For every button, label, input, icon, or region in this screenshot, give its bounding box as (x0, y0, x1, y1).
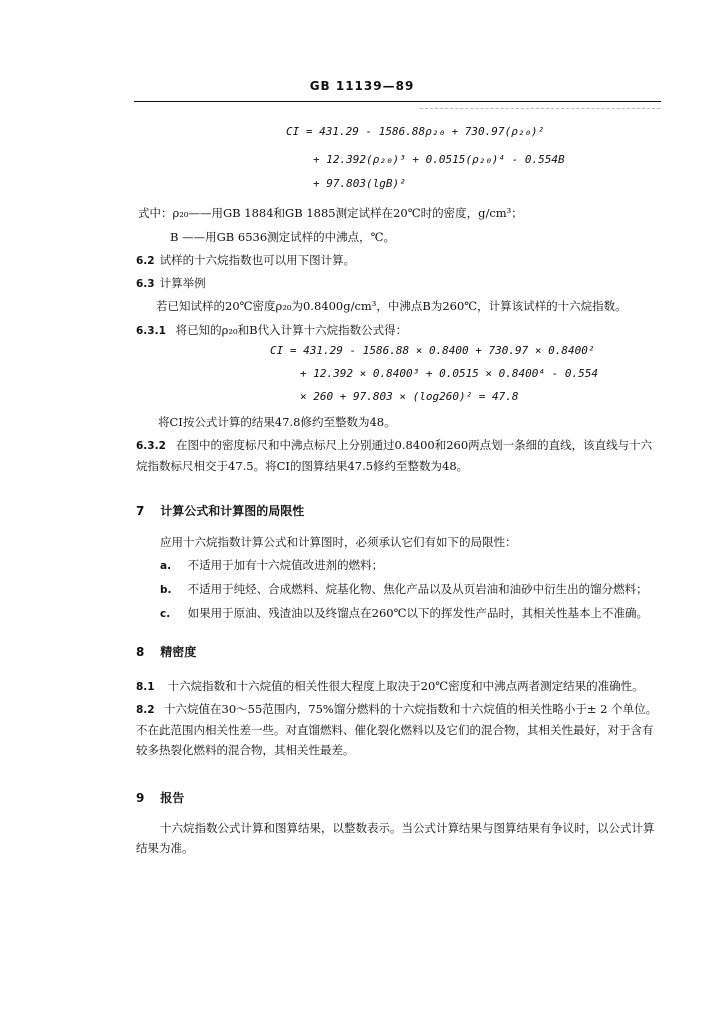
header-rule (134, 101, 661, 102)
item-text: 不适用于纯烃、合成燃料、烷基化物、焦化产品以及从页岩油和油砂中衍生出的馏分燃料； (187, 582, 648, 596)
section-8-1 (136, 678, 644, 695)
section-number: 6.3.2 (136, 440, 166, 452)
section-text: 计算举例 (159, 276, 206, 290)
item-label: b. (160, 584, 172, 596)
calc-line-3: × 260 + 97.803 × (log260)² = 47.8 (300, 390, 519, 403)
rounding-note: 将CI按公式计算的结果47.8修约至整数为48。 (158, 415, 396, 429)
header-rule-faint (420, 108, 660, 109)
section-8-heading (136, 644, 196, 660)
report-text: 十六烷指数公式计算和图算结果，以整数表示。当公式计算结果与图算结果有争议时，以公式计算结果为准。 (136, 821, 655, 855)
section-6-3-1 (136, 322, 407, 339)
item-label: a. (160, 560, 172, 572)
limitation-item-c (160, 605, 648, 622)
section-title: 报告 (160, 791, 185, 805)
section-number: 8.2 (136, 704, 155, 716)
section-title: 计算公式和计算图的局限性 (160, 504, 305, 518)
section-number: 6.3.1 (136, 325, 166, 337)
section-9-heading (136, 790, 184, 806)
section-7-heading (136, 503, 304, 519)
definition-boiling-point: B ——用GB 6536测定试样的中沸点，℃。 (170, 230, 396, 244)
section-title: 精密度 (160, 645, 197, 659)
section-6-2 (136, 252, 355, 269)
section-6-3 (136, 275, 206, 292)
formula-line-3: + 97.803(lgB)² (313, 177, 406, 190)
section-number: 8 (136, 645, 145, 659)
section-number: 6.2 (136, 255, 155, 267)
calc-line-2: + 12.392 × 0.8400³ + 0.0515 × 0.8400⁴ - 0.554 (300, 367, 599, 380)
section-number: 9 (136, 791, 145, 805)
limitation-item-a (160, 557, 383, 574)
section-number: 7 (136, 504, 145, 518)
section-text: 十六烷值在30～55范围内，75%馏分燃料的十六烷指数和十六烷值的相关性略小于± 2 个单位。不在此范围内相关性差一些。对直馏燃料、催化裂化燃料以及它们的混合物，其相关性最好，对于含有较多热裂化燃料的混合物，其相关性最差。 (136, 702, 658, 757)
section-text: 十六烷指数和十六烷值的相关性很大程度上取决于20℃密度和中沸点两者测定结果的准确性。 (167, 679, 644, 693)
section-number: 6.3 (136, 278, 155, 290)
section-text: 在图中的密度标尺和中沸点标尺上分别通过0.8400和260两点划一条细的直线，该直线与十六烷指数标尺相交于47.5。将CI的图算结果47.5修约至整数为48。 (136, 438, 653, 473)
item-text: 不适用于加有十六烷值改进剂的燃料； (187, 558, 384, 572)
calc-line-1: CI = 431.29 - 1586.88 × 0.8400 + 730.97 × 0.8400² (270, 344, 595, 357)
section-text: 将已知的ρ₂₀和B代入计算十六烷指数公式得： (175, 323, 408, 337)
item-label: c. (160, 608, 171, 620)
example-intro: 若已知试样的20℃密度ρ₂₀为0.8400g/cm³，中沸点B为260℃，计算该试样的十六烷指数。 (156, 299, 627, 313)
item-text: 如果用于原油、残渣油以及终馏点在260℃以下的挥发性产品时，其相关性基本上不准确。 (187, 606, 648, 620)
section-text: 试样的十六烷指数也可以用下图计算。 (159, 253, 356, 267)
standard-code: GB 11139—89 (309, 79, 415, 93)
formula-line-2: + 12.392(ρ₂₀)³ + 0.0515(ρ₂₀)⁴ - 0.554B (313, 153, 565, 166)
section-6-3-2 (136, 435, 662, 476)
limitations-intro: 应用十六烷指数计算公式和计算图时，必须承认它们有如下的局限性： (160, 535, 517, 549)
formula-line-1: CI = 431.29 - 1586.88ρ₂₀ + 730.97(ρ₂₀)² (286, 125, 545, 138)
limitation-item-b (160, 581, 648, 598)
definition-density: 式中：ρ₂₀——用GB 1884和GB 1885测定试样在20℃时的密度，g/cm³； (138, 206, 523, 220)
section-number: 8.1 (136, 681, 155, 693)
section-8-2 (136, 699, 662, 760)
